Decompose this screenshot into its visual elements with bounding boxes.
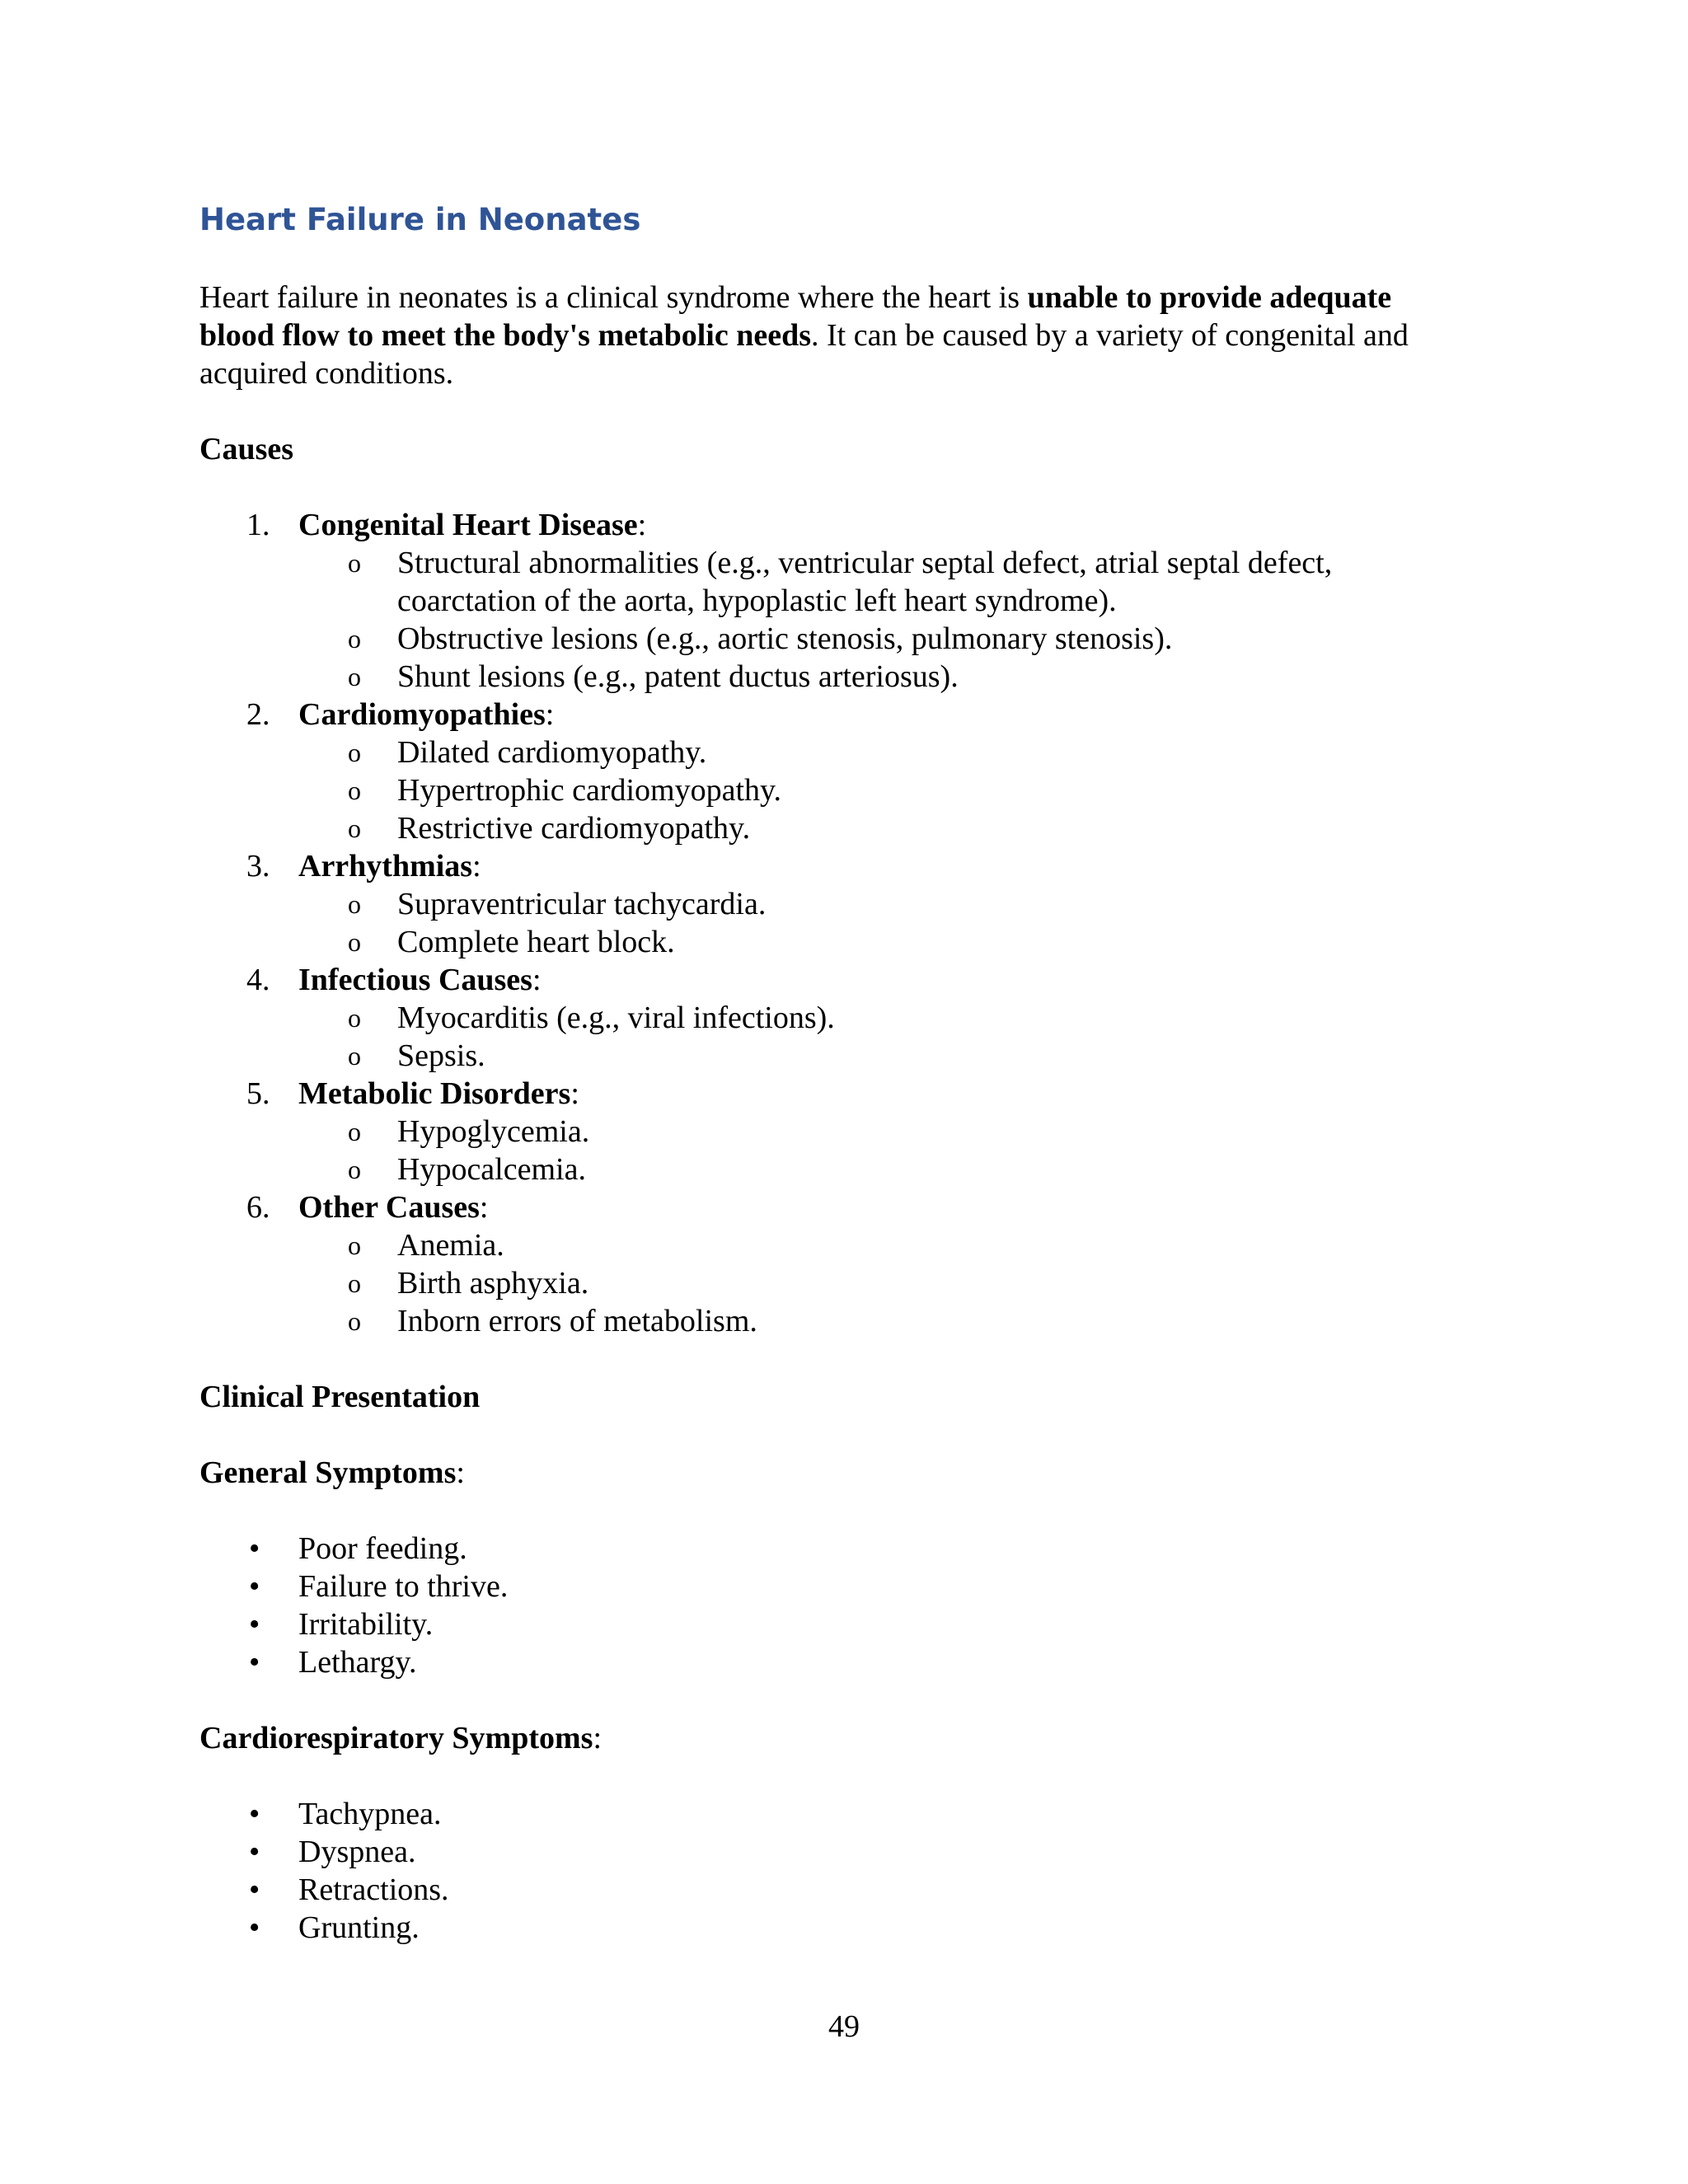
circle-bullet-icon: o [348, 776, 361, 805]
symptom-item [199, 1871, 1518, 1909]
colon: : [472, 849, 481, 883]
sub-item-text: Shunt lesions (e.g., patent ductus arteriosus). [397, 659, 959, 694]
sub-item-text: Hypertrophic cardiomyopathy. [397, 773, 782, 808]
sub-item-text: Complete heart block. [397, 925, 675, 959]
circle-bullet-icon: o [348, 813, 361, 843]
sub-item-text-cont: coarctation of the aorta, hypoplastic left heart syndrome). [397, 583, 1117, 618]
general-symptoms-label: General Symptoms [199, 1455, 457, 1490]
sub-item-text: Restrictive cardiomyopathy. [397, 811, 751, 846]
general-symptoms-heading [199, 1454, 1518, 1492]
bullet-icon: • [249, 1910, 260, 1945]
cause-item [199, 847, 1518, 961]
symptom-text: Tachypnea. [298, 1797, 442, 1831]
cardiorespiratory-symptoms-list [199, 1795, 1518, 1947]
cause-label: Congenital Heart Disease [298, 508, 638, 542]
circle-bullet-icon: o [348, 1268, 361, 1298]
cause-header [199, 961, 1518, 999]
colon: : [593, 1721, 602, 1755]
cause-sublist [199, 733, 1518, 847]
circle-bullet-icon: o [348, 1117, 361, 1146]
circle-bullet-icon: o [348, 662, 361, 691]
intro-bold-2: blood flow to meet the body's metabolic needs [199, 318, 812, 353]
cause-header [199, 696, 1518, 733]
clinical-presentation-heading: Clinical Presentation [199, 1380, 481, 1414]
bullet-icon: • [249, 1569, 260, 1604]
cause-header [199, 1188, 1518, 1226]
circle-bullet-icon: o [348, 548, 361, 578]
sub-item-text: Inborn errors of metabolism. [397, 1304, 757, 1338]
circle-bullet-icon: o [348, 1155, 361, 1184]
cause-item [199, 1075, 1518, 1188]
symptom-item [199, 1605, 1518, 1643]
symptom-item [199, 1530, 1518, 1568]
bullet-icon: • [249, 1835, 260, 1869]
cause-label: Other Causes [298, 1190, 480, 1225]
circle-bullet-icon: o [348, 927, 361, 957]
symptom-item [199, 1909, 1518, 1947]
circle-bullet-icon: o [348, 738, 361, 767]
cause-number: 1. [246, 508, 270, 542]
general-symptoms-list [199, 1530, 1518, 1681]
sub-item-text: Anemia. [397, 1228, 504, 1263]
bullet-icon: • [249, 1797, 260, 1831]
cause-sublist [199, 885, 1518, 961]
sub-item [199, 733, 1518, 771]
cause-item [199, 696, 1518, 847]
cause-item [199, 961, 1518, 1075]
symptom-text: Lethargy. [298, 1645, 417, 1680]
cause-number: 4. [246, 963, 270, 997]
sub-item-text: Hypocalcemia. [397, 1152, 586, 1187]
symptom-text: Retractions. [298, 1872, 449, 1907]
symptom-text: Irritability. [298, 1607, 434, 1642]
sub-item [199, 1264, 1518, 1302]
symptom-item [199, 1568, 1518, 1605]
cause-number: 6. [246, 1190, 270, 1225]
intro-bold-1: unable to provide adequate [1027, 280, 1392, 315]
cause-number: 5. [246, 1076, 270, 1111]
symptom-item [199, 1643, 1518, 1681]
sub-item-text: Myocarditis (e.g., viral infections). [397, 1001, 835, 1035]
cause-sublist [199, 544, 1518, 696]
cardiorespiratory-symptoms-heading [199, 1719, 1518, 1757]
circle-bullet-icon: o [348, 889, 361, 919]
cause-sublist [199, 1226, 1518, 1340]
sub-item [199, 1037, 1518, 1075]
colon: : [637, 508, 647, 542]
symptom-text: Grunting. [298, 1910, 420, 1945]
intro-text-1: Heart failure in neonates is a clinical syndrome where the heart is [199, 280, 1028, 315]
page-title: Heart Failure in Neonates [199, 202, 641, 237]
cardiorespiratory-symptoms-label: Cardiorespiratory Symptoms [199, 1721, 593, 1755]
sub-item [199, 1113, 1518, 1151]
sub-item-text: Structural abnormalities (e.g., ventricular septal defect, atrial septal defect, [397, 546, 1333, 580]
page-content [199, 199, 1518, 1947]
symptom-text: Failure to thrive. [298, 1569, 509, 1604]
sub-item-text: Obstructive lesions (e.g., aortic stenosis, pulmonary stenosis). [397, 621, 1173, 656]
circle-bullet-icon: o [348, 1306, 361, 1336]
sub-item [199, 1302, 1518, 1340]
symptom-text: Poor feeding. [298, 1531, 467, 1566]
cause-number: 2. [246, 697, 270, 732]
circle-bullet-icon: o [348, 1230, 361, 1260]
symptom-item [199, 1833, 1518, 1871]
cause-sublist [199, 1113, 1518, 1188]
colon: : [532, 963, 542, 997]
symptom-item [199, 1795, 1518, 1833]
cause-header [199, 506, 1518, 544]
cause-sublist [199, 999, 1518, 1075]
bullet-icon: • [249, 1607, 260, 1642]
sub-item [199, 809, 1518, 847]
sub-item [199, 658, 1518, 696]
colon: : [570, 1076, 579, 1111]
causes-list [199, 506, 1518, 1340]
bullet-icon: • [249, 1645, 260, 1680]
cause-header [199, 1075, 1518, 1113]
cause-label: Cardiomyopathies [298, 697, 546, 732]
sub-item-text: Hypoglycemia. [397, 1114, 590, 1149]
intro-paragraph [199, 279, 1518, 392]
colon: : [545, 697, 555, 732]
cause-label: Infectious Causes [298, 963, 532, 997]
circle-bullet-icon: o [348, 624, 361, 654]
cause-item [199, 506, 1518, 696]
cause-number: 3. [246, 849, 270, 883]
sub-item [199, 771, 1518, 809]
bullet-icon: • [249, 1531, 260, 1566]
symptom-text: Dyspnea. [298, 1835, 416, 1869]
sub-item [199, 1226, 1518, 1264]
causes-heading: Causes [199, 432, 294, 466]
intro-text-2: . It can be caused by a variety of congenital and [811, 318, 1409, 353]
sub-item [199, 999, 1518, 1037]
cause-header [199, 847, 1518, 885]
cause-label: Arrhythmias [298, 849, 473, 883]
sub-item-text: Birth asphyxia. [397, 1266, 589, 1301]
sub-item-text: Dilated cardiomyopathy. [397, 735, 707, 770]
cause-label: Metabolic Disorders [298, 1076, 571, 1111]
cause-item [199, 1188, 1518, 1340]
sub-item [199, 923, 1518, 961]
colon: : [456, 1455, 465, 1490]
colon: : [479, 1190, 489, 1225]
sub-item [199, 544, 1518, 620]
bullet-icon: • [249, 1872, 260, 1907]
sub-item [199, 620, 1518, 658]
circle-bullet-icon: o [348, 1041, 361, 1071]
page-number: 49 [828, 2009, 860, 2044]
sub-item [199, 885, 1518, 923]
sub-item-text: Sepsis. [397, 1038, 485, 1073]
sub-item-text: Supraventricular tachycardia. [397, 887, 767, 921]
sub-item [199, 1151, 1518, 1188]
intro-text-3: acquired conditions. [199, 356, 454, 391]
circle-bullet-icon: o [348, 1003, 361, 1033]
